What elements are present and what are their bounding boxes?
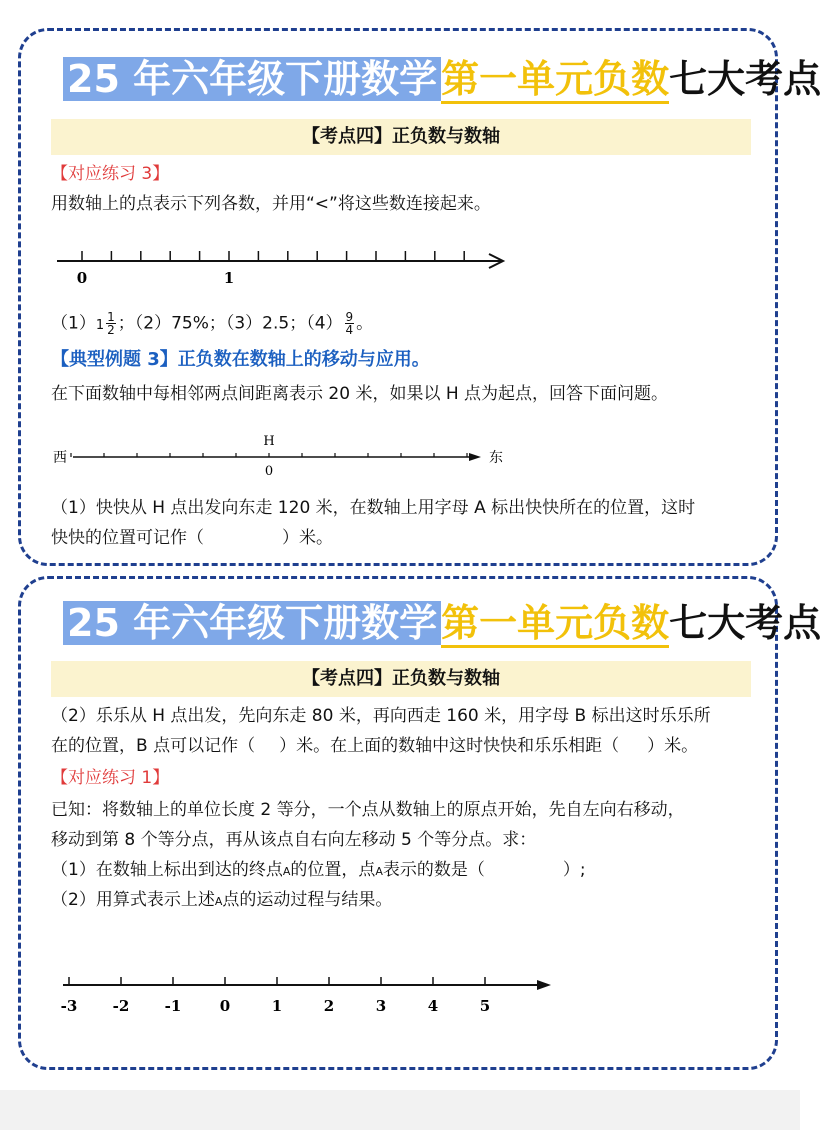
pq2-text-b: 点的运动过程与结果。 [222,890,393,910]
worksheet-card-2 [18,576,821,1070]
topic-banner: 【考点四】正负数与数轴 [51,119,751,155]
axis-arrow [537,980,551,990]
east-label: 东 [489,450,503,466]
q2-text-b: ）米。在上面的数轴中这时快快和乐乐相距（ [279,736,620,756]
tick-label: 0 [219,997,231,1015]
q2-text-a: 在的位置，B 点可以记作（ [51,736,256,756]
fraction [345,311,355,336]
page-title [63,53,821,105]
tick-label: 1 [271,997,283,1015]
title-part-unit: 第一单元负数 [441,57,669,104]
tick-label: 3 [375,997,387,1015]
worksheet-card-1 [18,28,821,566]
whole-part: 1 [95,317,105,333]
period: 。 [356,313,374,334]
number-line-3 [57,969,557,1019]
numbers-list [51,311,373,337]
number-line-1 [51,231,521,286]
practice-text-1: 已知：将数轴上的单位长度 2 等分，一个点从数轴上的原点开始，先自左向右移动， [51,800,685,820]
axis-ticks [61,977,491,1015]
zero-label: 0 [264,464,274,479]
topic-banner: 【考点四】正负数与数轴 [51,661,751,697]
tick-label: 0 [76,269,88,287]
point-letter: A [375,865,383,878]
point-h-label: H [263,434,275,449]
example-topic: 正负数在数轴上的移动与应用。 [177,349,430,370]
number-line-2 [51,429,511,479]
page-bottom-strip [0,1090,800,1130]
tick-label: -3 [60,997,78,1015]
axis-arrow [469,453,481,461]
title-part-points: 七大考点 [669,601,821,645]
title-part-grade: 25 年六年级下册数学 [63,57,441,101]
practice-label: 【对应练习 3】 [51,164,170,184]
fraction [106,311,116,336]
tick-label: 4 [427,997,439,1015]
point-letter: A [214,895,223,908]
numerator: 9 [345,310,354,324]
denominator: 4 [345,323,354,337]
west-label: 西 [53,450,67,466]
q1-text-a: 快快的位置可记作（ [51,528,204,548]
tick-label: 1 [223,269,235,287]
pq1-text-b: 的位置，点 [290,860,376,880]
tick-label: -2 [112,997,130,1015]
example-heading [51,349,430,371]
title-part-grade: 25 年六年级下册数学 [63,601,441,645]
point-letter: A [282,865,291,878]
page-title [63,597,821,649]
pq1-text-c: 表示的数是（ [382,860,485,880]
numerator: 1 [107,310,115,324]
item-1-prefix: （1） [51,313,96,334]
question-1-line-1: （1）快快从 H 点出发向东走 120 米，在数轴上用字母 A 标出快快所在的位置，这时 [51,498,696,518]
example-label: 【典型例题 3】 [51,349,178,370]
example-text: 在下面数轴中每相邻两点间距离表示 20 米，如果以 H 点为起点，回答下面问题。 [51,384,669,404]
q1-text-b: ）米。 [282,528,333,548]
practice-text-2: 移动到第 8 个等分点，再从该点自右向左移动 5 个等分点。求： [51,830,537,850]
practice-instruction: 用数轴上的点表示下列各数，并用“<”将这些数连接起来。 [51,194,491,214]
tick-label: 2 [323,997,335,1015]
question-2-line-2 [51,735,698,757]
axis-ticks [82,251,464,261]
question-2-line-1: （2）乐乐从 H 点出发，先向东走 80 米，再向西走 160 米，用字母 B 标出这时乐乐所 [51,706,711,726]
practice-question-2 [51,889,392,913]
mixed-number [95,310,118,337]
tick-label: -1 [164,997,182,1015]
practice-question-1 [51,859,586,883]
q2-text-c: ）米。 [647,736,699,756]
practice-label: 【对应练习 1】 [51,768,170,788]
pq2-text-a: （2）用算式表示上述 [51,890,215,910]
question-1-line-2 [51,527,333,549]
items-2-3-4: ；（2）75%；（3）2.5；（4） [117,313,343,334]
denominator: 2 [107,323,115,337]
title-part-points: 七大考点 [669,57,821,101]
pq1-text-d: ）; [562,860,586,880]
tick-label: 5 [479,997,491,1015]
title-part-unit: 第一单元负数 [441,601,669,648]
pq1-text-a: （1）在数轴上标出到达的终点 [51,860,283,880]
